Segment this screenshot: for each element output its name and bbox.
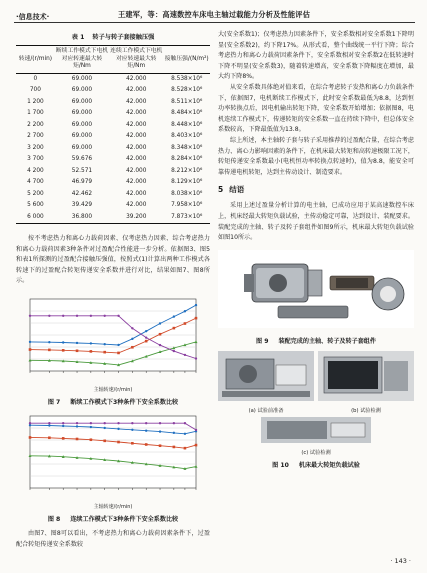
table-row <box>16 143 210 155</box>
figure-8-series-2-point <box>173 446 176 449</box>
paragraph-summary: 综上所述，本主轴转子套与转子采用推荐的过盈配合量，在综合考虑热力、离心力影响因素的条件下，在机床最大转矩和高转速极限工况下，转矩传递安全系数最小(电机恒功率转换点转速时)，值为8.8，能安全可靠传递电机转矩，达到主传动设计、制造要求。 <box>218 136 414 176</box>
table-cell: 69.000 <box>71 75 93 82</box>
table-cell: 8.511×10⁶ <box>171 98 203 105</box>
figure-9-photo <box>218 250 414 328</box>
figure-7-series-4-point <box>145 336 147 338</box>
figure-8-chart <box>16 412 210 498</box>
paragraph-fig7-8-discussion: 由图7、图8可以看出，不考虑热力和离心力载荷因素条件下，过盈配合转矩传递安全系数较 <box>16 529 210 548</box>
figure-8-series-1-point <box>159 430 161 432</box>
figure-7-chart <box>16 295 210 381</box>
figure-8-series-2-point <box>62 437 65 440</box>
figure-8-series-2-point <box>103 439 106 442</box>
figure-9-caption-text: 装配完成的主轴、转子及转子套组件 <box>278 337 376 345</box>
figure-7-series-1-point <box>104 343 106 345</box>
figure-8-series-4-point <box>48 422 50 424</box>
table-cell: 7.958×10⁶ <box>171 202 203 208</box>
figure-8-series-2-point <box>76 438 79 441</box>
figure-8-series-1-point <box>173 432 175 434</box>
figure-8-series-2-point <box>29 436 32 439</box>
figure-10-c-photo <box>261 417 371 443</box>
table-1-number: 表 1 <box>71 34 85 41</box>
figure-10-a-caption: (a) 试验前准备 <box>248 407 284 414</box>
paragraph-analysis-intro: 按不考虑热力和离心力载荷因素、仅考虑热力因素、综合考虑热力和离心力载荷因素3种条件对过盈配合性能进一步分析。依据图3、图5和表1所探测的过盈配合接触压强值，按照式(1)计算出两种工作模式各转速下的过盈配合转矩传递安全系数并进行对比，结果如图7、图8所示。 <box>16 235 210 285</box>
figure-8-series-4-point <box>184 422 186 424</box>
figure-8-series-1-point <box>48 424 50 426</box>
running-title: 王建军，等：高速数控车床电主轴过载能力分析及性能评估 <box>118 10 311 19</box>
figure-8-series-4-point <box>76 422 78 424</box>
figure-8-series-2-point <box>184 447 187 450</box>
table-cell: 42.000 <box>126 190 147 197</box>
table-cell: 42.000 <box>126 121 147 128</box>
figure-7-series-4-point <box>173 350 175 352</box>
figure-7-series-1-point <box>159 322 161 324</box>
figure-7-series-1-point <box>131 338 133 340</box>
table-cell: 42.000 <box>126 179 147 185</box>
figure-8-series-2-point <box>90 438 93 441</box>
figure-10-b <box>318 351 414 414</box>
table-cell: 2 700 <box>27 133 44 139</box>
table-row <box>16 154 210 166</box>
table-cell: 69.000 <box>71 144 93 151</box>
figure-8-series-2-point <box>195 444 198 447</box>
figure-8-series-2-point <box>145 443 148 446</box>
figure-8-number: 图 8 <box>47 515 61 523</box>
figure-8-series-1-point <box>184 433 186 435</box>
figure-7-series-2-point <box>173 327 176 330</box>
figure-7-series-2-point <box>29 348 32 351</box>
table-header-speed: 转速/(r/min) <box>18 55 53 62</box>
figure-8-series-2-point <box>48 436 51 439</box>
figure-10-number: 图 10 <box>272 461 289 469</box>
figure-8-series-1-point <box>90 426 92 428</box>
table-cell: 8.538×10⁶ <box>171 75 203 82</box>
figure-7-series-1-point <box>90 342 92 344</box>
figure-7-series-4-point <box>90 315 92 317</box>
table-cell: 46.979 <box>71 179 93 185</box>
figure-8-series-4-point <box>145 422 147 424</box>
figure-8-series-4-point <box>90 422 92 424</box>
figure-7-series-1-point <box>48 341 50 343</box>
paragraph-conclusion: 采用上述过盈量分析计算的电主轴，已成功应用于某高速数控车床上，机床经最大转矩负载试验，主传动稳定可靠，达到设计、装配要求。装配完成的主轴、转子及转子套组件如图9所示，机床最大转矩负载试验如图10所示。 <box>218 202 414 242</box>
figure-10-caption-text: 机床最大转矩负载试验 <box>298 461 360 469</box>
header-rule <box>14 22 415 23</box>
table-cell: 8.448×10⁶ <box>171 121 203 128</box>
table-cell: 8.528×10⁶ <box>171 87 203 93</box>
figure-8 <box>16 412 210 510</box>
figure-7-series-1-point <box>184 310 186 312</box>
table-cell: 3 200 <box>27 144 44 151</box>
figure-8-series-1-point <box>145 429 147 431</box>
figure-7 <box>16 295 210 393</box>
figure-8-series-4-point <box>104 422 106 424</box>
table-row <box>16 189 210 201</box>
figure-10-a <box>218 351 314 414</box>
page-number: · 143 · <box>390 557 411 565</box>
table-cell: 8.038×10⁶ <box>171 190 203 197</box>
figure-8-xlabel: 主轴转速/(r/min) <box>93 503 133 510</box>
figure-10-top-row <box>218 351 414 414</box>
figure-7-series-2-point <box>159 333 162 336</box>
table-row <box>16 131 210 143</box>
table-cell: 8.484×10⁶ <box>171 110 203 116</box>
figure-7-series-4-point <box>159 344 161 346</box>
figure-10-a-photo <box>218 351 314 401</box>
figure-7-series-4-point <box>104 315 106 317</box>
figure-10-c-caption: (c) 试验检测 <box>301 449 331 456</box>
figure-7-series-4-point <box>131 327 133 329</box>
table-row <box>16 120 210 132</box>
section-5-heading <box>218 184 414 195</box>
table-cell: 5 200 <box>27 190 44 197</box>
table-cell: 42.000 <box>126 75 147 82</box>
table-cell: 39.429 <box>71 202 93 208</box>
table-cell: 52.571 <box>71 167 93 174</box>
figure-7-series-1-point <box>62 341 64 343</box>
table-cell: 6 000 <box>27 213 44 220</box>
figure-8-series-4-point <box>131 422 133 424</box>
section-5-title: 结语 <box>229 185 245 195</box>
figure-7-series-2-point <box>90 350 93 353</box>
table-cell: 8.348×10⁶ <box>171 144 203 151</box>
figure-7-series-2-point <box>145 340 148 343</box>
figure-8-series-2-point <box>117 441 120 444</box>
figure-8-series-2-point <box>159 444 162 447</box>
table-cell: 5 600 <box>27 202 44 208</box>
figure-8-series-1-point <box>62 425 64 427</box>
left-column <box>16 30 210 550</box>
figure-7-series-2-point <box>103 351 106 354</box>
table-1-caption: 转子与转子套接触压强 <box>92 34 155 41</box>
figure-7-series-1-point <box>117 344 119 346</box>
table-header-continuous-torque: 连续工作模式下电机对应转速最大转矩/Nm <box>110 48 163 69</box>
table-cell: 1 700 <box>27 110 44 116</box>
figure-8-series-4-point <box>29 422 31 424</box>
section-5-number: 5 <box>218 185 224 195</box>
figure-7-xlabel: 主轴转速/(r/min) <box>93 386 133 393</box>
table-row <box>16 85 210 97</box>
figure-8-series-4-point <box>195 429 197 431</box>
table-header-intermittent-torque: 断续工作模式下电机对应转速最大转矩/Nm <box>55 48 109 69</box>
figure-10-bottom-row <box>218 417 414 456</box>
figure-8-series-4-point <box>173 422 175 424</box>
figure-7-caption-text: 断续工作模式下3种条件下安全系数比较 <box>70 398 179 406</box>
figure-7-caption <box>16 397 210 406</box>
table-cell: 42.000 <box>126 167 147 174</box>
figure-7-series-2-point <box>131 346 134 349</box>
table-cell: 39.200 <box>126 213 147 220</box>
table-row <box>16 200 210 212</box>
table-cell: 42.000 <box>126 133 147 139</box>
figure-7-series-2-point <box>195 317 198 320</box>
table-cell: 8.284×10⁶ <box>171 156 203 162</box>
table-header-row <box>16 46 210 74</box>
figure-7-series-2-point <box>48 349 51 352</box>
figure-8-series-1-point <box>76 425 78 427</box>
figure-7-series-1-point <box>173 315 175 317</box>
figure-8-series-1-point <box>131 429 133 431</box>
figure-7-series-1-point <box>76 342 78 344</box>
table-cell: 42.000 <box>126 87 147 93</box>
table-row <box>16 73 210 85</box>
figure-8-series-2-point <box>131 442 134 445</box>
table-header-contact-pressure: 接触压强/(N/m²) <box>164 55 209 62</box>
figure-9-number: 图 9 <box>256 337 269 345</box>
table-cell: 42.000 <box>126 202 147 208</box>
figure-8-series-1-point <box>104 427 106 429</box>
figure-8-caption <box>16 514 210 523</box>
table-cell: 69.000 <box>71 110 93 116</box>
figure-7-series-1-point <box>29 341 31 343</box>
paragraph-absolute-values: 从安全系数具体绝对值来看，在综合考虑转子发热和离心力负载条件下，依据图7，电机断续工作模式下，此时安全系数最低为8.8，达到恒功率转换点后，因电机输出转矩下降，安全系数开始增加；依据图8，电机连续工作模式下，传递转矩的安全系数一直在持续下降中，但总体安全系数较高，下降最低值为13.8。 <box>218 83 414 134</box>
table-cell: 0 <box>33 75 38 82</box>
table-cell: 42.000 <box>126 156 147 162</box>
figure-9 <box>218 250 414 332</box>
figure-7-series-2-point <box>117 352 120 355</box>
figure-7-number: 图 7 <box>47 398 61 406</box>
table-cell: 69.000 <box>71 87 93 93</box>
table-1-body <box>16 73 210 224</box>
table-1 <box>16 45 210 224</box>
table-cell: 69.000 <box>71 98 93 105</box>
figure-8-series-1-point <box>117 428 119 430</box>
paragraph-safety-factor-trend: 大(安全系数1)；仅考虑热力因素条件下，安全系数相对安全系数1下降明显(安全系数2)，约下降17%。从形式看，整个曲线统一平行下降；综合考虑热力和离心力载荷因素条件下，安全系数相对安全系数2在低转速时下降不明显(安全系数3)，随着转速增高，安全系数下降幅度在增加，最大约下降8%。 <box>218 31 414 81</box>
table-row <box>16 166 210 178</box>
table-cell: 4 700 <box>27 179 44 185</box>
table-cell: 2 200 <box>27 121 44 128</box>
journal-section-label: ·信息技术· <box>16 13 50 21</box>
figure-7-series-4-point <box>29 315 31 317</box>
figure-7-series-4-point <box>117 315 119 317</box>
table-cell: 3 700 <box>27 156 44 162</box>
figure-8-series-4-point <box>159 422 161 424</box>
figure-10-c <box>261 417 371 456</box>
table-cell: 700 <box>29 87 41 93</box>
figure-9-caption <box>218 336 414 345</box>
figure-7-series-2-point <box>76 349 79 352</box>
figure-7-series-2-point <box>62 349 65 352</box>
table-1-title <box>16 32 210 41</box>
figure-7-series-1-point <box>195 304 197 306</box>
figure-7-series-4-point <box>184 354 186 356</box>
table-cell: 7.873×10⁶ <box>171 213 203 220</box>
figure-7-series-4-point <box>195 357 197 359</box>
figure-10-caption <box>218 460 414 469</box>
table-cell: 8.129×10⁶ <box>171 179 203 185</box>
table-row <box>16 212 210 224</box>
table-cell: 42.462 <box>71 190 93 197</box>
table-row <box>16 108 210 120</box>
right-column <box>218 30 414 475</box>
table-cell: 36.800 <box>71 213 93 220</box>
figure-10-b-caption: (b) 试验检测 <box>351 407 381 414</box>
figure-10 <box>218 351 414 456</box>
figure-8-caption-text: 连续工作模式下3种条件下安全系数比较 <box>70 515 179 523</box>
table-cell: 59.676 <box>71 156 93 162</box>
figure-7-series-2-point <box>184 322 187 325</box>
figure-7-series-1-point <box>145 330 147 332</box>
table-cell: 4 200 <box>27 167 44 174</box>
table-cell: 42.000 <box>126 144 147 151</box>
table-cell: 8.212×10⁶ <box>171 167 203 174</box>
figure-10-b-photo <box>318 351 414 401</box>
table-cell: 42.000 <box>126 98 147 105</box>
table-cell: 42.000 <box>126 110 147 116</box>
table-cell: 8.403×10⁶ <box>171 133 203 139</box>
table-cell: 69.000 <box>71 133 93 139</box>
figure-7-series-4-point <box>48 315 50 317</box>
table-row <box>16 177 210 189</box>
figure-8-series-4-point <box>62 422 64 424</box>
table-cell: 1 200 <box>27 98 44 105</box>
figure-7-series-4-point <box>76 315 78 317</box>
figure-7-series-4-point <box>62 315 64 317</box>
figure-8-series-4-point <box>117 422 119 424</box>
table-cell: 69.000 <box>71 121 93 128</box>
table-row <box>16 97 210 109</box>
